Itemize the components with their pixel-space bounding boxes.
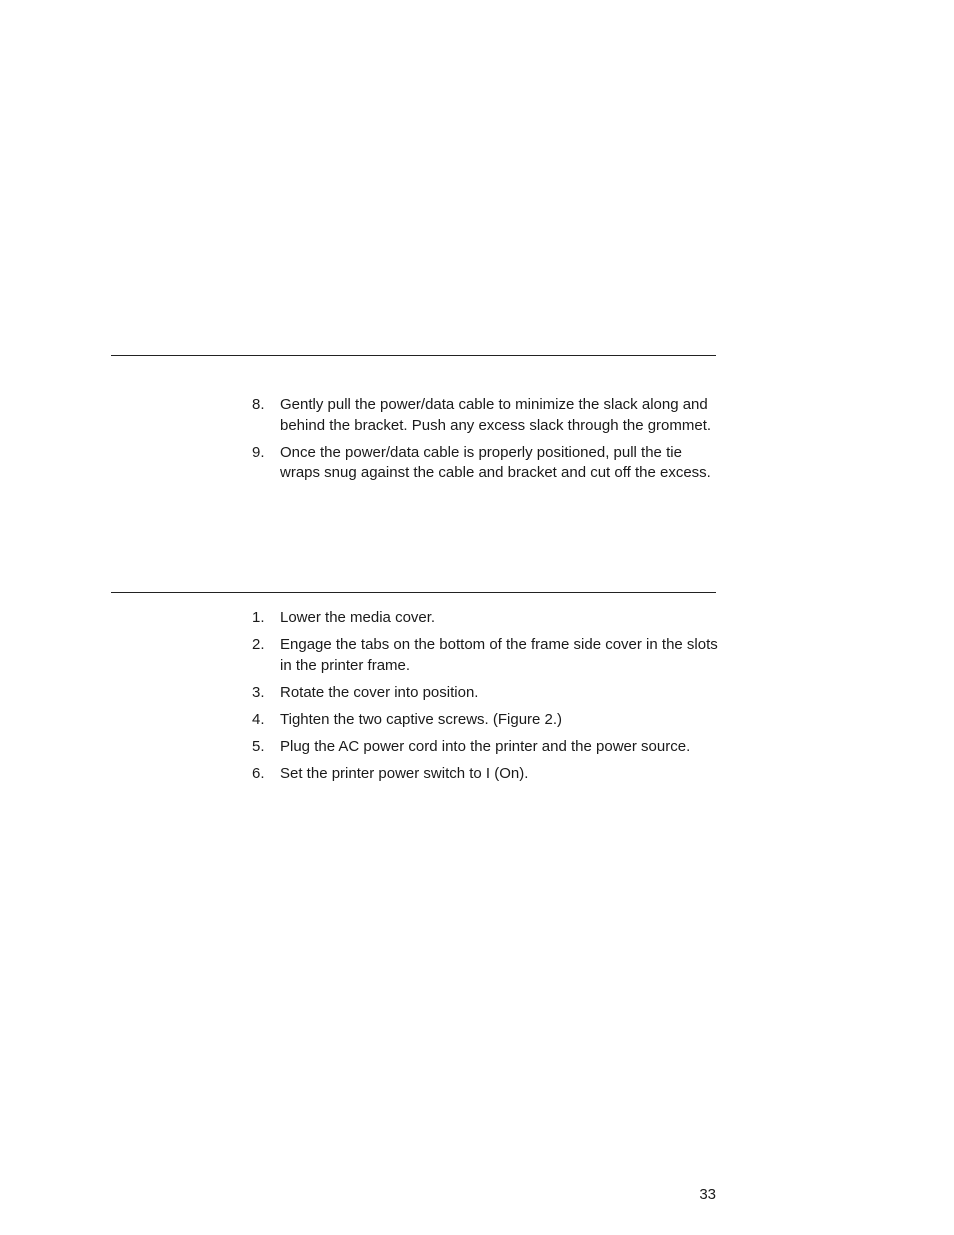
page-number: 33 <box>699 1186 716 1203</box>
step-text: Set the printer power switch to I (On). <box>280 764 529 782</box>
list-item <box>252 764 722 785</box>
step-number: 1. <box>252 609 265 626</box>
section-divider-top <box>111 355 716 356</box>
step-number: 6. <box>252 764 265 782</box>
step-number: 8. <box>252 396 265 413</box>
step-number: 4. <box>252 710 265 728</box>
step-text: Lower the media cover. <box>280 609 436 626</box>
list-item <box>252 395 722 436</box>
step-text: Once the power/data cable is properly positioned, pull the tie wraps snug against the cable and bracket and cut off the excess. <box>280 443 711 481</box>
step-number: 9. <box>252 443 265 461</box>
list-item <box>252 443 722 484</box>
step-text: Gently pull the power/data cable to minimize the slack along and behind the bracket. Push any excess slack through the grommet. <box>280 396 712 434</box>
step-text: Engage the tabs on the bottom of the frame side cover in the slots in the printer frame. <box>280 636 718 674</box>
section-divider-bottom <box>111 592 716 593</box>
list-item <box>252 608 722 629</box>
step-number: 2. <box>252 636 265 653</box>
step-text: Plug the AC power cord into the printer and the power source. <box>280 737 691 755</box>
step-list-cable <box>252 395 722 490</box>
step-list-cover <box>252 608 722 791</box>
step-number: 5. <box>252 737 265 755</box>
list-item <box>252 683 722 704</box>
step-text: Rotate the cover into position. <box>280 683 479 701</box>
list-item <box>252 710 722 731</box>
list-item <box>252 737 722 758</box>
list-item <box>252 635 722 676</box>
step-number: 3. <box>252 683 265 701</box>
step-text: Tighten the two captive screws. (Figure 2.) <box>280 710 563 728</box>
